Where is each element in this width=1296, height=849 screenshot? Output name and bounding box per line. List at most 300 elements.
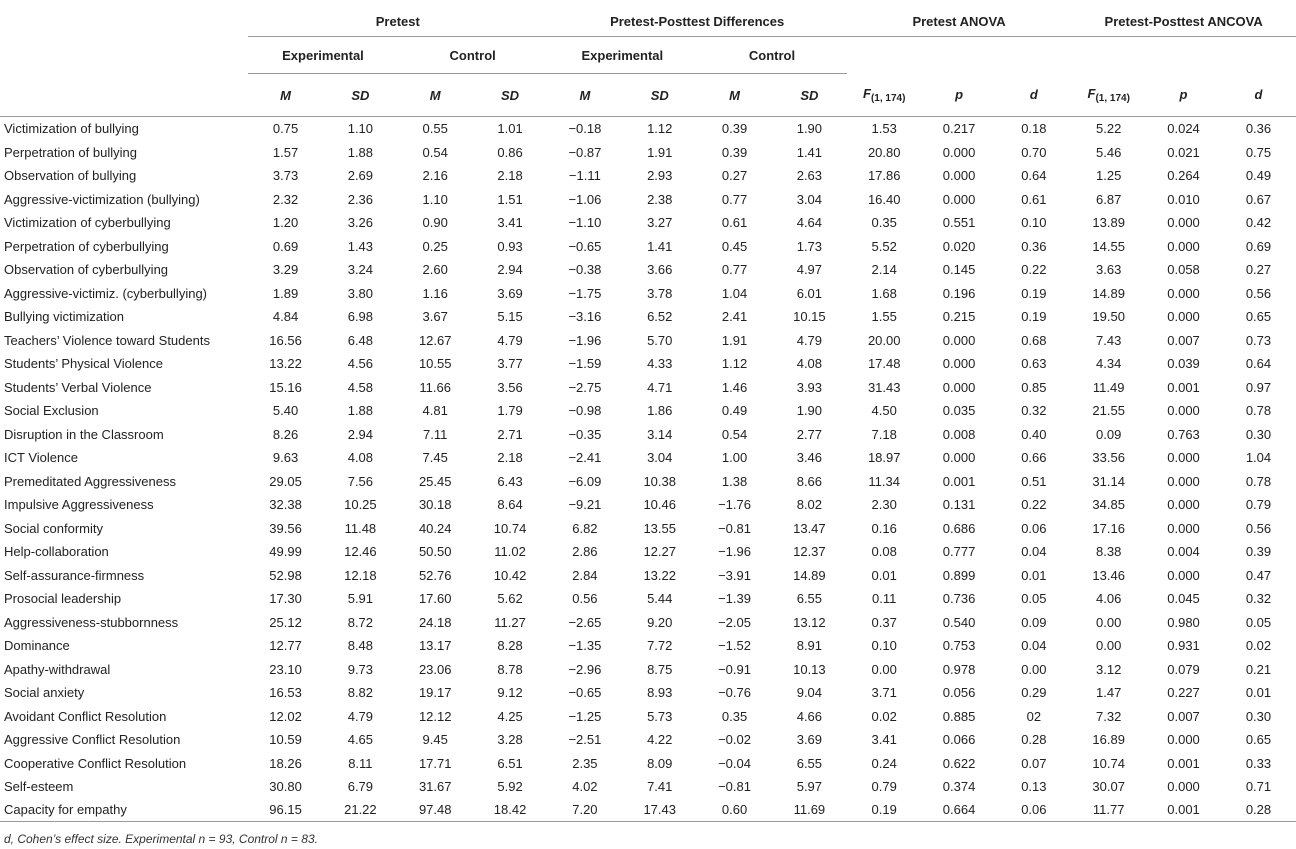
col-header-sd: SD (473, 74, 548, 117)
table-cell: 0.000 (942, 332, 976, 348)
table-cell: 7.72 (647, 638, 673, 654)
table-cell: 5.91 (347, 591, 374, 607)
table-cell: 11.48 (344, 520, 377, 536)
table-cell: 6.55 (796, 591, 823, 607)
table-cell: 3.66 (647, 262, 673, 278)
table-row (0, 775, 1296, 799)
table-row (0, 681, 1296, 705)
table-cell: 16.89 (1092, 732, 1125, 748)
table-cell: 8.48 (347, 638, 374, 654)
table-cell: −3.16 (568, 309, 602, 325)
table-cell: 0.77 (721, 262, 748, 278)
table-cell: 11.02 (494, 544, 526, 560)
table-cell: 9.45 (422, 732, 448, 748)
table-cell: 32.38 (269, 497, 302, 513)
table-cell: 0.61 (721, 215, 748, 231)
table-cell: 2.35 (572, 755, 598, 771)
group-differences-header: Pretest-Posttest Differences (547, 6, 846, 37)
table-cell: 0.931 (1167, 638, 1200, 654)
table-cell: 0.622 (942, 755, 976, 771)
table-cell: 0.69 (272, 238, 299, 254)
table-cell: 2.86 (572, 544, 598, 560)
row-label: Capacity for empathy (0, 799, 248, 822)
table-cell: 3.78 (647, 285, 673, 301)
row-label: Disruption in the Classroom (4, 426, 164, 442)
row-label: Self-esteem (4, 779, 74, 795)
table-cell: 1.41 (647, 238, 673, 254)
table-cell: −0.65 (568, 238, 602, 254)
table-cell: 97.48 (398, 799, 473, 822)
table-cell: 0.736 (942, 591, 976, 607)
table-cell: 33.56 (1092, 450, 1125, 466)
table-cell: 11.27 (494, 614, 526, 630)
table-cell: 0.21 (1245, 661, 1272, 677)
table-cell: 3.04 (796, 191, 823, 207)
table-cell: 0.039 (1167, 356, 1200, 372)
table-cell: 2.93 (647, 168, 673, 184)
table-cell: 4.79 (347, 708, 374, 724)
table-cell: 8.64 (497, 497, 523, 513)
table-cell: 0.000 (942, 450, 976, 466)
table-cell: 0.66 (1021, 450, 1047, 466)
table-cell: 1.73 (796, 238, 823, 254)
table-row (0, 752, 1296, 776)
table-cell: 0.763 (1167, 426, 1200, 442)
table-cell: 13.17 (418, 638, 452, 654)
subgroup-diff-experimental: Experimental (547, 37, 697, 74)
table-cell: 0.78 (1245, 473, 1272, 489)
table-cell: 1.12 (647, 121, 673, 137)
table-row (0, 141, 1296, 165)
table-cell: 0.27 (1245, 262, 1272, 278)
table-cell: 0.00 (1096, 638, 1122, 654)
table-cell: 12.27 (643, 544, 676, 560)
row-label: Students’ Physical Violence (4, 356, 163, 372)
table-cell: 2.60 (422, 262, 448, 278)
table-cell: 2.41 (721, 309, 748, 325)
table-row (0, 399, 1296, 423)
table-cell: 6.87 (1096, 191, 1122, 207)
table-cell: 0.06 (996, 799, 1071, 822)
table-cell: 13.46 (1092, 567, 1125, 583)
table-cell: 6.51 (497, 755, 523, 771)
table-cell: 18.97 (867, 450, 901, 466)
table-row (0, 164, 1296, 188)
table-cell: 3.77 (497, 356, 523, 372)
table-cell: 3.26 (347, 215, 374, 231)
table-cell: 4.65 (347, 732, 374, 748)
table-cell: 0.27 (721, 168, 748, 184)
table-cell: 13.22 (643, 567, 676, 583)
table-cell: 3.71 (871, 685, 897, 701)
table-cell: 50.50 (418, 544, 452, 560)
table-cell: 18.26 (269, 755, 302, 771)
table-cell: 3.46 (796, 450, 823, 466)
table-cell: 8.38 (1096, 544, 1122, 560)
table-cell: 0.021 (1167, 144, 1200, 160)
table-cell: 8.93 (647, 685, 673, 701)
table-row (0, 235, 1296, 259)
table-cell: 3.14 (647, 426, 673, 442)
table-cell: 0.09 (1096, 426, 1122, 442)
table-cell: 5.22 (1096, 121, 1122, 137)
table-cell: −3.91 (718, 567, 751, 583)
table-cell: 5.97 (796, 779, 823, 795)
table-cell: 1.01 (497, 121, 523, 137)
table-cell: 0.29 (1021, 685, 1047, 701)
table-cell: −0.81 (718, 520, 751, 536)
f-letter: F (1087, 85, 1096, 101)
table-footnote: d, Cohen’s effect size. Experimental n = 93, Control n = 83. (4, 832, 318, 846)
col-header-f (1071, 74, 1146, 117)
table-cell: 13.55 (643, 520, 676, 536)
table-cell: 20.80 (867, 144, 901, 160)
table-cell: 4.81 (422, 403, 448, 419)
table-cell: 3.93 (796, 379, 823, 395)
col-header-d: d (1221, 74, 1296, 117)
table-cell: 1.25 (1096, 168, 1122, 184)
table-cell: 7.45 (422, 450, 448, 466)
table-cell: 0.71 (1245, 779, 1272, 795)
table-cell: 11.34 (868, 473, 900, 489)
row-label: Dominance (4, 638, 70, 654)
table-row (0, 517, 1296, 541)
row-label: Aggressive-victimiz. (cyberbullying) (4, 285, 207, 301)
table-row (0, 493, 1296, 517)
table-cell: 6.98 (347, 309, 374, 325)
table-cell: −1.59 (568, 356, 602, 372)
table-cell: 2.16 (422, 168, 448, 184)
col-header-m: M (248, 74, 323, 117)
table-cell: 0.33 (1245, 755, 1272, 771)
row-label: Premeditated Aggressiveness (4, 473, 176, 489)
table-cell: 0.65 (1245, 309, 1272, 325)
table-cell: −0.98 (568, 403, 602, 419)
table-cell: 2.14 (871, 262, 897, 278)
table-cell: 0.40 (1021, 426, 1047, 442)
table-cell: −1.35 (568, 638, 602, 654)
table-cell: −1.96 (568, 332, 602, 348)
table-cell: 0.75 (1245, 144, 1272, 160)
table-cell: 3.69 (796, 732, 823, 748)
table-cell: 0.85 (1021, 379, 1047, 395)
col-header-sd: SD (622, 74, 697, 117)
table-cell: 3.67 (422, 309, 448, 325)
table-cell: 0.35 (871, 215, 897, 231)
table-cell: 0.02 (1245, 638, 1272, 654)
table-cell: 0.196 (942, 285, 976, 301)
table-cell: 13.47 (793, 520, 826, 536)
table-cell: 52.76 (418, 567, 452, 583)
table-cell: 2.18 (497, 450, 523, 466)
table-cell: 16.56 (269, 332, 302, 348)
col-header-p: p (1146, 74, 1221, 117)
table-cell: 15.16 (269, 379, 302, 395)
table-cell: 17.71 (418, 755, 452, 771)
table-cell: 11.77 (1071, 799, 1146, 822)
table-cell: 13.12 (793, 614, 826, 630)
table-cell: 0.11 (872, 591, 897, 607)
table-cell: 9.04 (796, 685, 823, 701)
row-label: Observation of bullying (4, 168, 137, 184)
table-cell: 40.24 (418, 520, 452, 536)
table-cell: 31.67 (418, 779, 452, 795)
row-label: Avoidant Conflict Resolution (4, 708, 167, 724)
table-cell: 0.04 (1021, 544, 1047, 560)
table-cell: 0.08 (871, 544, 897, 560)
table-cell: 8.75 (647, 661, 673, 677)
table-cell: 0.035 (942, 403, 976, 419)
table-cell: 1.57 (272, 144, 299, 160)
table-cell: 0.07 (1021, 755, 1047, 771)
table-cell: 0.51 (1021, 473, 1047, 489)
table-cell: 2.94 (497, 262, 523, 278)
blank-col-header (0, 74, 248, 117)
table-cell: −1.52 (718, 638, 751, 654)
row-label: Apathy-withdrawal (4, 661, 111, 677)
table-cell: 17.48 (867, 356, 901, 372)
table-cell: 1.51 (497, 191, 523, 207)
table-cell: 0.000 (1167, 473, 1200, 489)
table-cell: 8.91 (796, 638, 823, 654)
table-cell: 0.47 (1245, 567, 1272, 583)
table-cell: 1.88 (347, 403, 374, 419)
table-cell: −2.41 (568, 450, 602, 466)
table-cell: −0.35 (568, 426, 602, 442)
table-cell: 2.84 (572, 567, 598, 583)
table-cell: −0.76 (718, 685, 751, 701)
table-cell: 0.69 (1245, 238, 1272, 254)
table-cell: 0.777 (942, 544, 976, 560)
table-cell: −1.76 (718, 497, 751, 513)
table-cell: 0.13 (1021, 779, 1047, 795)
table-cell: 0.32 (1021, 403, 1047, 419)
table-cell: 0.79 (871, 779, 897, 795)
table-row (0, 352, 1296, 376)
table-cell: 02 (1026, 708, 1042, 724)
table-cell: 19.50 (1092, 309, 1125, 325)
table-cell: 0.05 (1021, 591, 1047, 607)
table-cell: 3.80 (347, 285, 374, 301)
table-cell: 4.22 (647, 732, 673, 748)
table-cell: 0.25 (422, 238, 448, 254)
table-cell: 31.43 (867, 379, 901, 395)
table-cell: −1.10 (568, 215, 602, 231)
table-cell: 0.215 (942, 309, 976, 325)
table-cell: 17.43 (622, 799, 697, 822)
table-row (0, 282, 1296, 306)
table-cell: 0.217 (942, 121, 976, 137)
table-cell: 17.60 (418, 591, 452, 607)
table-cell: 0.024 (1167, 121, 1200, 137)
group-ancova-header: Pretest-Posttest ANCOVA (1071, 6, 1296, 37)
results-table (0, 6, 1296, 822)
table-cell: 21.55 (1092, 403, 1125, 419)
table-cell: 0.000 (1167, 450, 1200, 466)
row-label: Perpetration of cyberbullying (4, 238, 169, 254)
table-cell: 0.22 (1021, 262, 1047, 278)
table-cell: 20.00 (867, 332, 901, 348)
table-row (0, 117, 1296, 141)
table-cell: 0.19 (1021, 309, 1047, 325)
table-cell: 2.94 (347, 426, 374, 442)
table-cell: 1.89 (272, 285, 299, 301)
table-cell: 0.066 (942, 732, 976, 748)
table-cell: 0.30 (1245, 426, 1272, 442)
table-cell: 25.45 (418, 473, 452, 489)
table-row (0, 470, 1296, 494)
table-cell: 1.00 (721, 450, 748, 466)
table-cell: 0.68 (1021, 332, 1047, 348)
blank-ancova-subheader (1071, 37, 1296, 74)
table-cell: 0.227 (1167, 685, 1200, 701)
table-cell: 3.29 (272, 262, 299, 278)
table-cell: 0.32 (1245, 591, 1272, 607)
table-cell: 0.24 (871, 755, 897, 771)
table-cell: 6.55 (796, 755, 823, 771)
table-cell: 12.12 (418, 708, 452, 724)
table-cell: 52.98 (269, 567, 302, 583)
table-cell: 12.46 (344, 544, 377, 560)
table-row (0, 211, 1296, 235)
table-cell: 4.71 (647, 379, 673, 395)
table-cell: 4.58 (347, 379, 374, 395)
table-cell: −0.91 (718, 661, 751, 677)
table-cell: 0.28 (1221, 799, 1296, 822)
table-cell: 23.06 (418, 661, 452, 677)
table-row (0, 423, 1296, 447)
table-cell: 5.92 (497, 779, 523, 795)
table-cell: 5.15 (497, 309, 523, 325)
table-body (0, 117, 1296, 822)
table-cell: 0.06 (1021, 520, 1047, 536)
table-cell: 3.63 (1096, 262, 1122, 278)
row-label: Social Exclusion (4, 403, 99, 419)
table-cell: 0.93 (497, 238, 523, 254)
row-label: Social conformity (4, 520, 103, 536)
table-cell: 0.56 (1245, 285, 1272, 301)
group-pretest-header: Pretest (248, 6, 547, 37)
col-header-sd: SD (323, 74, 398, 117)
table-cell: 0.000 (942, 191, 976, 207)
table-cell: 3.04 (647, 450, 673, 466)
table-cell: 10.46 (643, 497, 676, 513)
table-cell: 17.86 (867, 168, 901, 184)
table-cell: 0.001 (1167, 379, 1200, 395)
table-cell: 14.89 (793, 567, 826, 583)
table-cell: 5.70 (647, 332, 673, 348)
table-cell: −0.81 (718, 779, 751, 795)
col-header-f (847, 74, 922, 117)
table-cell: 0.007 (1167, 332, 1200, 348)
table-row (0, 446, 1296, 470)
table-cell: 1.47 (1096, 685, 1122, 701)
table-cell: 0.36 (1245, 121, 1272, 137)
row-label: Students’ Verbal Violence (4, 379, 152, 395)
table-cell: −6.09 (568, 473, 602, 489)
table-cell: 4.34 (1096, 356, 1122, 372)
col-header-sd: SD (772, 74, 847, 117)
table-cell: 0.63 (1021, 356, 1047, 372)
table-cell: 4.06 (1096, 591, 1122, 607)
table-cell: 0.28 (1021, 732, 1047, 748)
table-cell: 4.02 (572, 779, 598, 795)
table-cell: 5.62 (497, 591, 523, 607)
table-cell: 30.80 (269, 779, 302, 795)
table-cell: 1.12 (721, 356, 748, 372)
table-cell: 1.04 (1245, 450, 1272, 466)
table-cell: 8.02 (796, 497, 823, 513)
table-cell: 1.91 (647, 144, 673, 160)
table-cell: 3.69 (497, 285, 523, 301)
table-cell: 0.04 (1021, 638, 1047, 654)
table-cell: 0.64 (1021, 168, 1047, 184)
table-cell: 0.008 (942, 426, 976, 442)
table-cell: −2.51 (568, 732, 602, 748)
row-label: Observation of cyberbullying (4, 262, 169, 278)
table-cell: 10.38 (643, 473, 676, 489)
table-cell: 1.90 (796, 403, 823, 419)
blank-subheader (0, 37, 248, 74)
table-cell: −2.75 (568, 379, 602, 395)
table-row (0, 658, 1296, 682)
table-cell: −2.96 (568, 661, 602, 677)
table-cell: 0.686 (942, 520, 976, 536)
table-cell: 0.60 (697, 799, 772, 822)
table-cell: 21.22 (323, 799, 398, 822)
table-cell: 34.85 (1092, 497, 1125, 513)
table-cell: 10.74 (493, 520, 527, 536)
table-cell: 0.19 (1021, 285, 1047, 301)
table-cell: 29.05 (269, 473, 302, 489)
table-cell: 1.16 (422, 285, 448, 301)
table-cell: 0.001 (1167, 755, 1200, 771)
table-cell: 1.10 (422, 191, 448, 207)
table-cell: 0.49 (721, 403, 748, 419)
table-cell: 1.10 (347, 121, 374, 137)
table-cell: 5.73 (647, 708, 673, 724)
table-cell: 0.000 (1167, 403, 1200, 419)
table-cell: 7.20 (547, 799, 622, 822)
table-cell: 12.37 (793, 544, 826, 560)
table-cell: 10.13 (793, 661, 826, 677)
table-cell: 8.28 (497, 638, 523, 654)
table-cell: 0.09 (1021, 614, 1047, 630)
table-cell: 0.61 (1021, 191, 1047, 207)
row-label: Self-assurance-firmness (4, 567, 145, 583)
table-cell: 0.000 (942, 379, 976, 395)
table-cell: 9.63 (272, 450, 299, 466)
row-label: Aggressive Conflict Resolution (4, 732, 181, 748)
table-cell: 0.885 (942, 708, 976, 724)
col-header-m: M (547, 74, 622, 117)
table-cell: 8.78 (497, 661, 523, 677)
table-cell: 8.82 (347, 685, 374, 701)
table-cell: 0.22 (1021, 497, 1047, 513)
subgroup-diff-control: Control (697, 37, 847, 74)
table-row (0, 376, 1296, 400)
table-cell: 10.74 (1092, 755, 1125, 771)
table-cell: 0.56 (572, 591, 598, 607)
table-cell: 0.55 (422, 121, 448, 137)
table-cell: 11.49 (1092, 379, 1125, 395)
table-cell: 16.40 (867, 191, 901, 207)
table-cell: 7.43 (1096, 332, 1122, 348)
table-row (0, 634, 1296, 658)
table-cell: 0.000 (1167, 567, 1200, 583)
table-cell: −0.18 (568, 121, 602, 137)
row-label: Bullying victimization (4, 309, 124, 325)
